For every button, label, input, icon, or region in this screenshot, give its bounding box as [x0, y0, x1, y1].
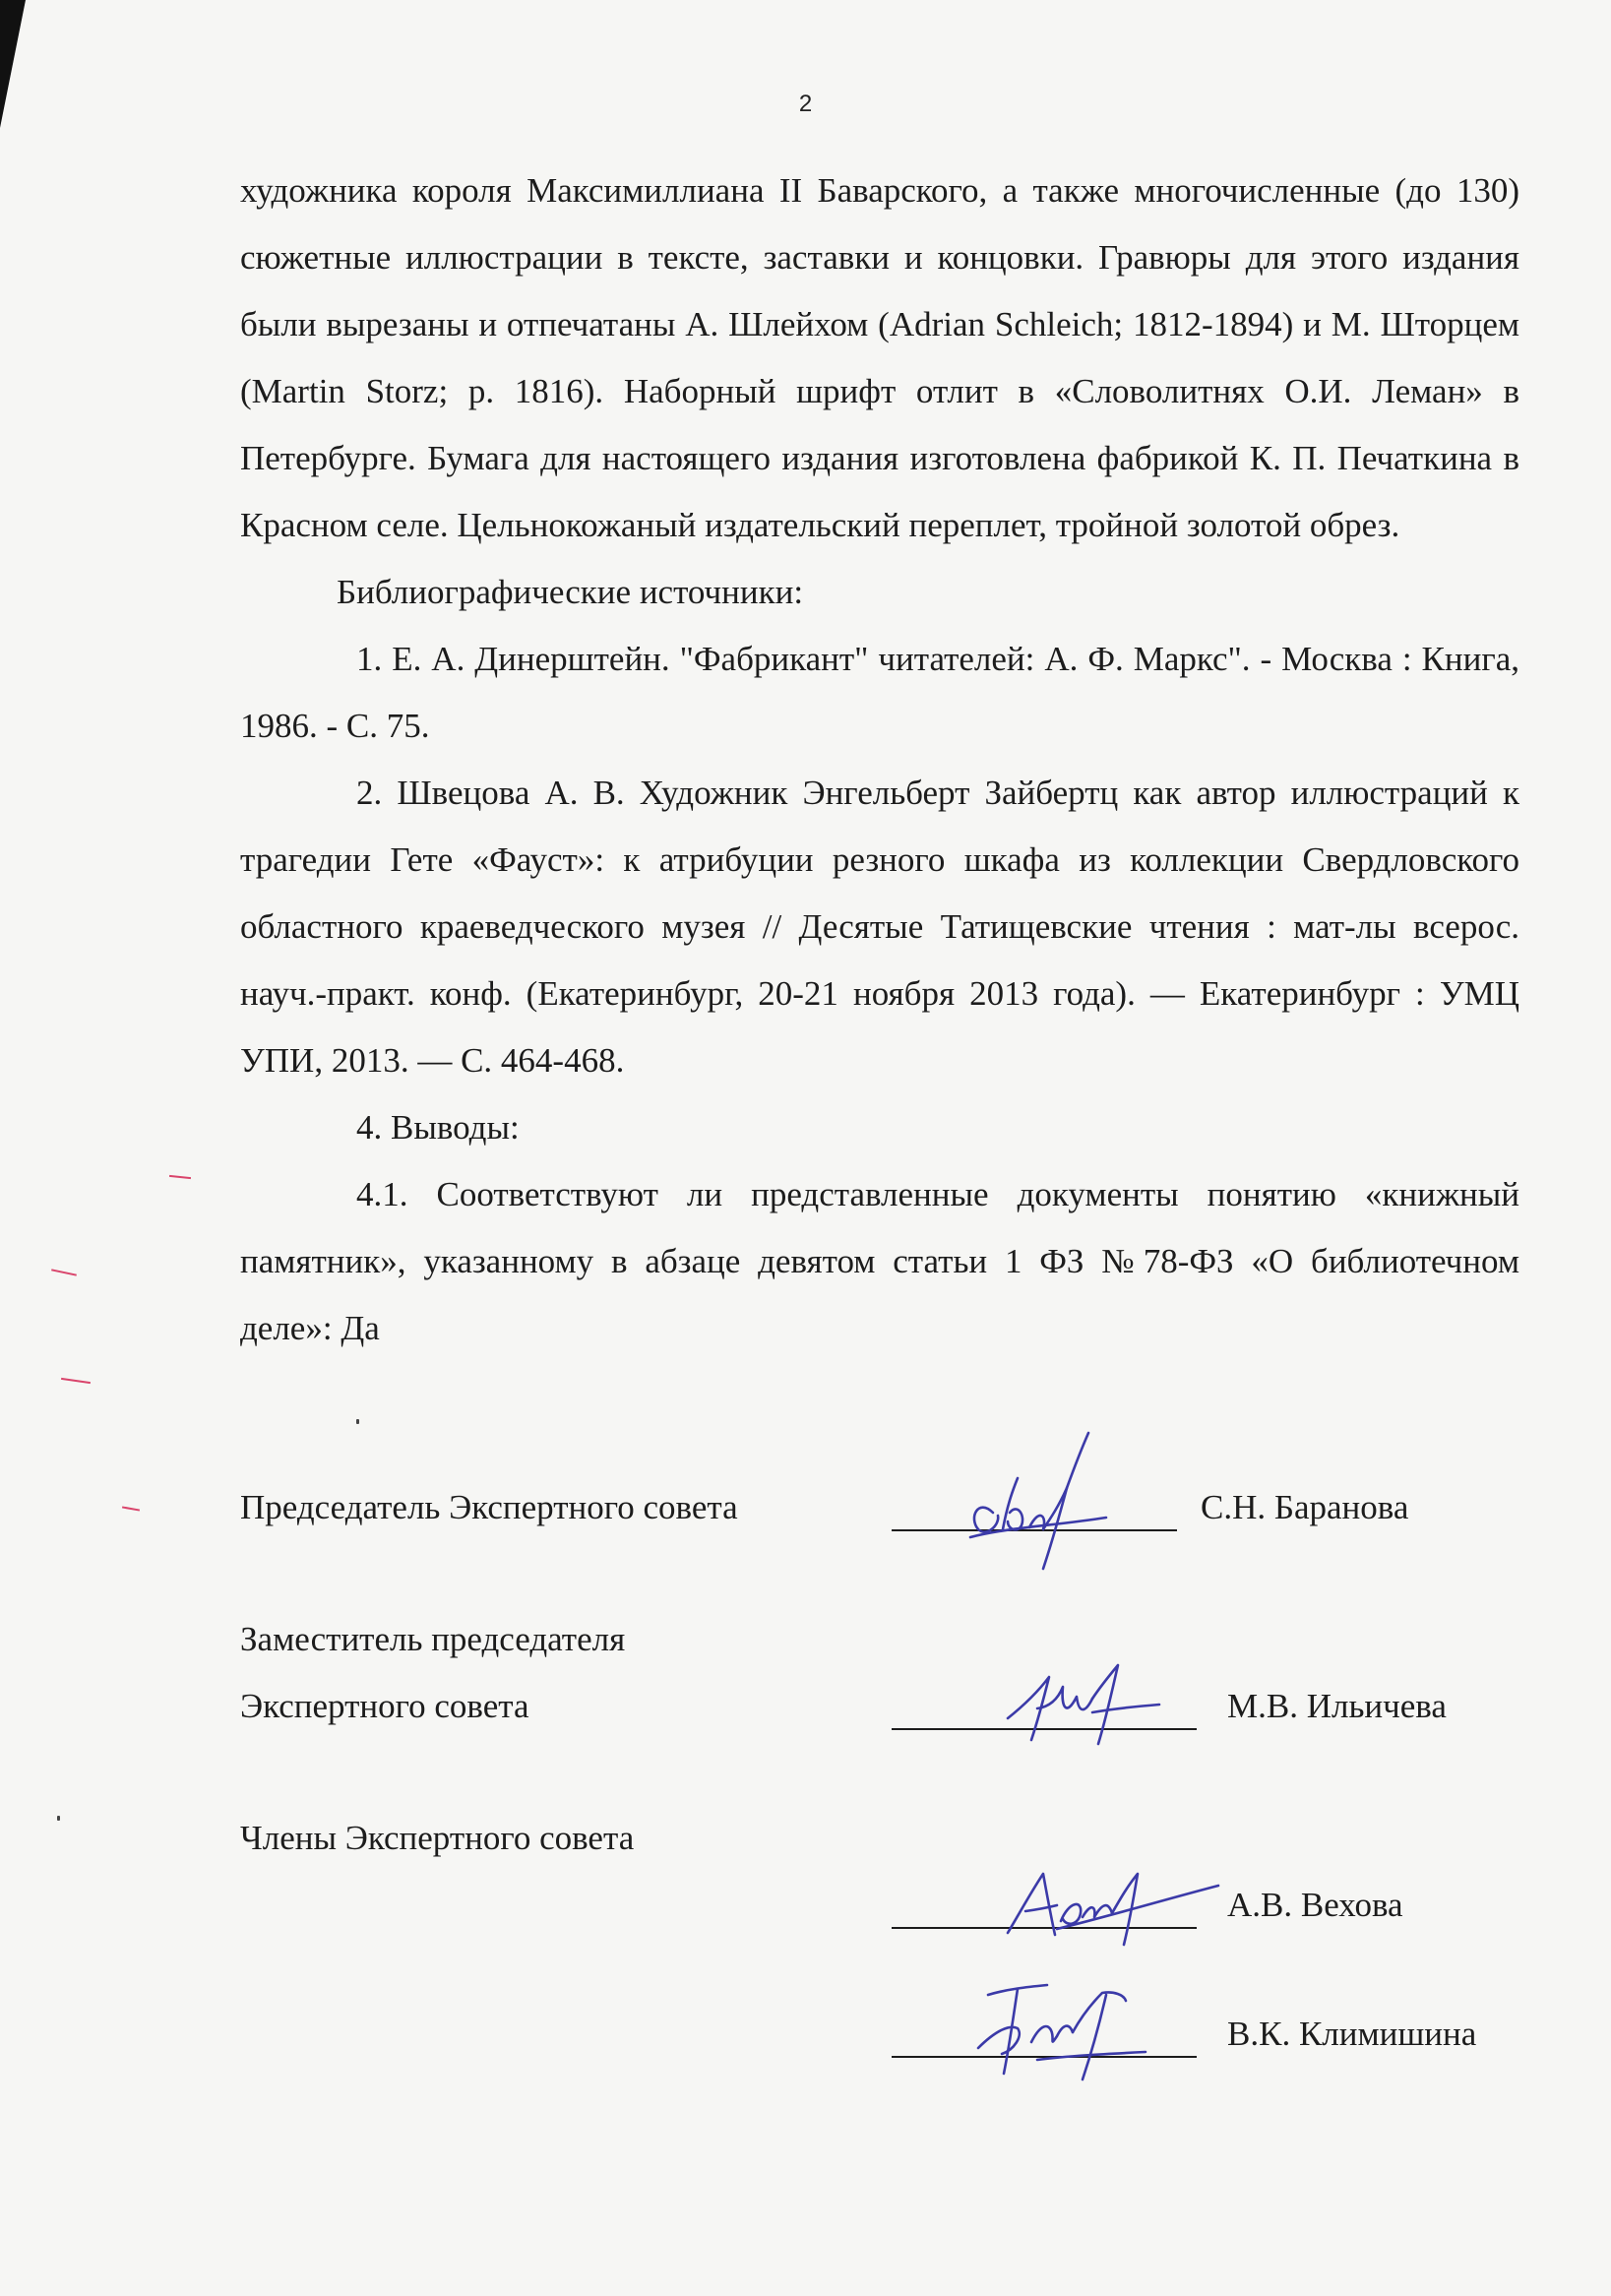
- page-number: 2: [798, 91, 813, 117]
- chair-title: Председатель Экспертного совета: [240, 1488, 738, 1526]
- deputy-name: М.В. Ильичева: [1227, 1687, 1447, 1725]
- sources-heading: Библиографические источники:: [337, 573, 804, 611]
- member2-name: В.К. Климишина: [1227, 2015, 1477, 2053]
- members-title: Члены Экспертного совета: [240, 1819, 635, 1857]
- source-item-2: 2. Швецова А. В. Художник Энгельберт Зайбертц как автор иллюстраций к трагедии Гете «Фауст»: к атрибуции резного шкафа из коллекции Свердловского областного краеведческого музея // Десятые Татищевские чтения : мат-лы всерос. науч.-практ. конф. (Екатеринбург, 20-21 ноября 2013 года). — Екатеринбург : УМЦ УПИ, 2013. — С. 464-468.: [240, 774, 1519, 1080]
- conclusions-heading: 4. Выводы:: [356, 1108, 520, 1147]
- source-item-1: 1. Е. А. Динерштейн. "Фабрикант" читателей: А. Ф. Маркс". - Москва : Книга, 1986. - С. 75.: [240, 640, 1519, 745]
- member1-signature: [998, 1856, 1224, 1955]
- margin-mark: [61, 1378, 91, 1384]
- deputy-title-line1: Заместитель председателя: [240, 1620, 626, 1658]
- margin-mark: [169, 1175, 191, 1179]
- speck: [356, 1419, 359, 1424]
- document-body: [240, 157, 1519, 1362]
- signature-row-chair: [240, 1488, 1539, 1557]
- deputy-signature: [998, 1657, 1165, 1756]
- signature-row-deputy: [240, 1687, 1539, 1756]
- chair-name: С.Н. Баранова: [1201, 1488, 1409, 1526]
- conclusion-item-4-1: 4.1. Соответствуют ли представленные документы понятию «книжный памятник», указанному в абзаце девятом статьи 1 ФЗ №78-ФЗ «О библиотечном деле»: Да: [240, 1175, 1519, 1347]
- signature-row-member2: [240, 2015, 1539, 2083]
- margin-mark: [51, 1269, 77, 1275]
- deputy-title-line2: Экспертного совета: [240, 1687, 529, 1725]
- signature-row-member1: [240, 1886, 1539, 1955]
- chair-signature: [949, 1419, 1126, 1577]
- member1-name: А.В. Вехова: [1227, 1886, 1403, 1924]
- margin-mark: [122, 1506, 140, 1511]
- paragraph-edition-description: художника короля Максимиллиана II Баварского, а также многочисленные (до 130) сюжетные иллюстрации в тексте, заставки и концовки. Гравюры для этого издания были вырезаны и отпечатаны А. Шлейхом (Adrian Schleich; 1812-1894) и М. Шторцем (Martin Storz; р. 1816). Наборный шрифт отлит в «Словолитнях О.И. Леман» в Петербурге. Бумага для настоящего издания изготовлена фабрикой К. П. Печаткина в Красном селе. Цельнокожаный издательский переплет, тройной золотой обрез.: [240, 171, 1519, 544]
- member2-signature: [949, 1965, 1165, 2093]
- speck: [57, 1816, 60, 1821]
